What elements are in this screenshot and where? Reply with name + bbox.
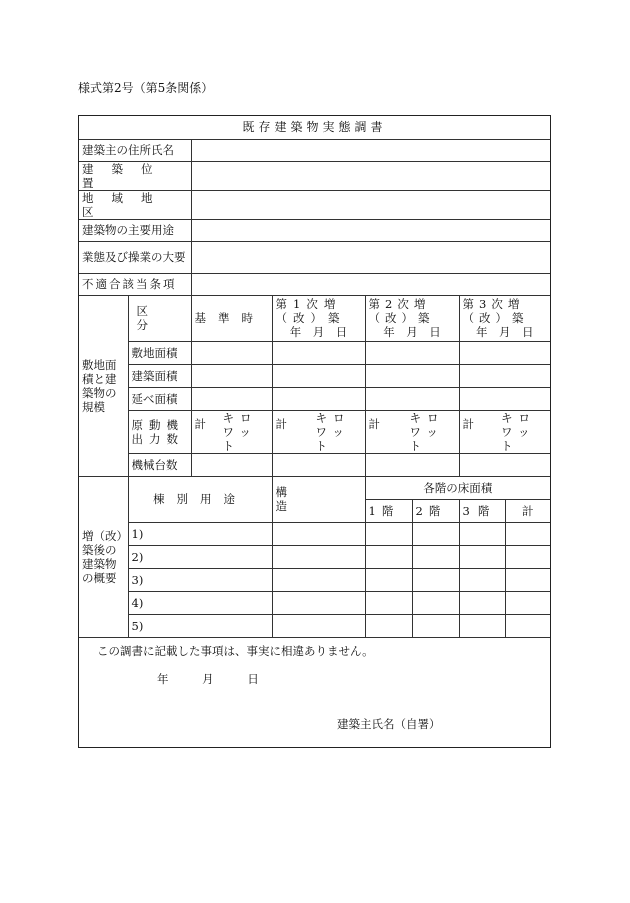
item-4-floor2[interactable] bbox=[412, 591, 459, 614]
site-area-label: 敷地面積 bbox=[128, 341, 191, 364]
site-area-1[interactable] bbox=[272, 341, 365, 364]
building-area-label: 建築面積 bbox=[128, 364, 191, 387]
date-line bbox=[157, 671, 289, 687]
page-title: 既存建築物実態調書 bbox=[79, 116, 550, 139]
item-5-structure[interactable] bbox=[272, 614, 365, 637]
owner-field[interactable] bbox=[191, 139, 550, 161]
motor-base[interactable] bbox=[191, 410, 272, 453]
col-total: 計 bbox=[505, 499, 550, 522]
main-use-field[interactable] bbox=[191, 219, 550, 241]
item-2-structure[interactable] bbox=[272, 545, 365, 568]
item-5-floor2[interactable] bbox=[412, 614, 459, 637]
col-floor3: 3階 bbox=[459, 499, 505, 522]
item-5-floor3[interactable] bbox=[459, 614, 505, 637]
site-area-3[interactable] bbox=[459, 341, 550, 364]
col-second-addition bbox=[365, 295, 459, 341]
area-district-field[interactable] bbox=[191, 190, 550, 219]
motor-3[interactable] bbox=[459, 410, 550, 453]
item-3-floor2[interactable] bbox=[412, 568, 459, 591]
item-1-total[interactable] bbox=[505, 522, 550, 545]
item-1-floor2[interactable] bbox=[412, 522, 459, 545]
item-5-total[interactable] bbox=[505, 614, 550, 637]
col-use: 棟別用途 bbox=[128, 476, 272, 522]
signature-label: 建築主氏名（自署） bbox=[337, 717, 441, 731]
item-2-floor3[interactable] bbox=[459, 545, 505, 568]
floor-area-2[interactable] bbox=[365, 387, 459, 410]
floor-area-1[interactable] bbox=[272, 387, 365, 410]
position-label: 建築位置 bbox=[79, 161, 191, 190]
item-4-label: 4) bbox=[128, 591, 272, 614]
scale-section-label: 敷地面積と建築物の規模 bbox=[79, 295, 128, 476]
col-floor1: 1階 bbox=[365, 499, 412, 522]
floor-area-3[interactable] bbox=[459, 387, 550, 410]
item-4-floor1[interactable] bbox=[365, 591, 412, 614]
machines-base[interactable] bbox=[191, 453, 272, 476]
motor-2-kei: 計 bbox=[368, 416, 380, 431]
declaration: この調書に記載した事項は、事実に相違ありません。 bbox=[97, 644, 374, 658]
col-first-date: 年 月 日 bbox=[289, 325, 348, 339]
col-second-date: 年 月 日 bbox=[383, 325, 441, 339]
item-4-floor3[interactable] bbox=[459, 591, 505, 614]
site-area-base[interactable] bbox=[191, 341, 272, 364]
site-area-2[interactable] bbox=[365, 341, 459, 364]
col-floor-area: 各階の床面積 bbox=[365, 476, 550, 499]
col-third-addition-label: 第3次増（改）築 bbox=[462, 297, 529, 325]
machines-3[interactable] bbox=[459, 453, 550, 476]
after-section-label: 増（改）築後の建築物の概要 bbox=[79, 476, 128, 637]
item-2-floor2[interactable] bbox=[412, 545, 459, 568]
item-4-total[interactable] bbox=[505, 591, 550, 614]
item-3-structure[interactable] bbox=[272, 568, 365, 591]
form-number: 様式第2号（第5条関係） bbox=[78, 81, 214, 95]
motor-2-kw: キロワット bbox=[409, 410, 445, 453]
item-1-label: 1) bbox=[128, 522, 272, 545]
col-first-addition-label: 第1次増（改）築 bbox=[275, 297, 346, 325]
machines-label: 機械台数 bbox=[128, 453, 191, 476]
item-1-floor3[interactable] bbox=[459, 522, 505, 545]
item-5-label: 5) bbox=[128, 614, 272, 637]
motor-3-kei: 計 bbox=[462, 416, 474, 431]
floor-area-label: 延べ面積 bbox=[128, 387, 191, 410]
col-third-date: 年 月 日 bbox=[476, 325, 534, 339]
survey-table bbox=[79, 116, 550, 638]
col-second-addition-label: 第2次増（改）築 bbox=[368, 297, 435, 325]
motor-label: 原動機出力数 bbox=[128, 410, 191, 453]
item-3-floor1[interactable] bbox=[365, 568, 412, 591]
item-1-floor1[interactable] bbox=[365, 522, 412, 545]
motor-base-kei: 計 bbox=[194, 416, 206, 431]
nonconforming-field[interactable] bbox=[191, 273, 550, 295]
building-area-2[interactable] bbox=[365, 364, 459, 387]
main-use-label: 建築物の主要用途 bbox=[79, 219, 191, 241]
col-third-addition bbox=[459, 295, 550, 341]
survey-form bbox=[78, 115, 551, 748]
motor-1-kw: キロワット bbox=[315, 410, 351, 453]
building-area-base[interactable] bbox=[191, 364, 272, 387]
business-label: 業態及び操業の大要 bbox=[79, 241, 191, 273]
nonconforming-label: 不適合該当条項 bbox=[79, 273, 191, 295]
col-base: 基準時 bbox=[191, 295, 272, 341]
col-structure: 構造 bbox=[272, 476, 365, 522]
owner-label: 建築主の住所氏名 bbox=[79, 139, 191, 161]
item-2-label: 2) bbox=[128, 545, 272, 568]
motor-1-kei: 計 bbox=[275, 416, 287, 431]
item-2-floor1[interactable] bbox=[365, 545, 412, 568]
col-floor2: 2階 bbox=[412, 499, 459, 522]
building-area-3[interactable] bbox=[459, 364, 550, 387]
col-category: 区分 bbox=[128, 295, 191, 341]
date-month: 月 bbox=[202, 672, 214, 686]
item-3-total[interactable] bbox=[505, 568, 550, 591]
floor-area-base[interactable] bbox=[191, 387, 272, 410]
item-3-floor3[interactable] bbox=[459, 568, 505, 591]
position-field[interactable] bbox=[191, 161, 550, 190]
date-day: 日 bbox=[247, 672, 259, 686]
area-district-label: 地域地区 bbox=[79, 190, 191, 219]
item-1-structure[interactable] bbox=[272, 522, 365, 545]
business-field[interactable] bbox=[191, 241, 550, 273]
col-first-addition bbox=[272, 295, 365, 341]
building-area-1[interactable] bbox=[272, 364, 365, 387]
motor-base-kw: キロワット bbox=[222, 410, 258, 453]
machines-1[interactable] bbox=[272, 453, 365, 476]
item-3-label: 3) bbox=[128, 568, 272, 591]
motor-3-kw: キロワット bbox=[501, 410, 537, 453]
item-4-structure[interactable] bbox=[272, 591, 365, 614]
machines-2[interactable] bbox=[365, 453, 459, 476]
date-year: 年 bbox=[157, 672, 169, 686]
motor-1[interactable] bbox=[272, 410, 365, 453]
motor-2[interactable] bbox=[365, 410, 459, 453]
item-2-total[interactable] bbox=[505, 545, 550, 568]
item-5-floor1[interactable] bbox=[365, 614, 412, 637]
